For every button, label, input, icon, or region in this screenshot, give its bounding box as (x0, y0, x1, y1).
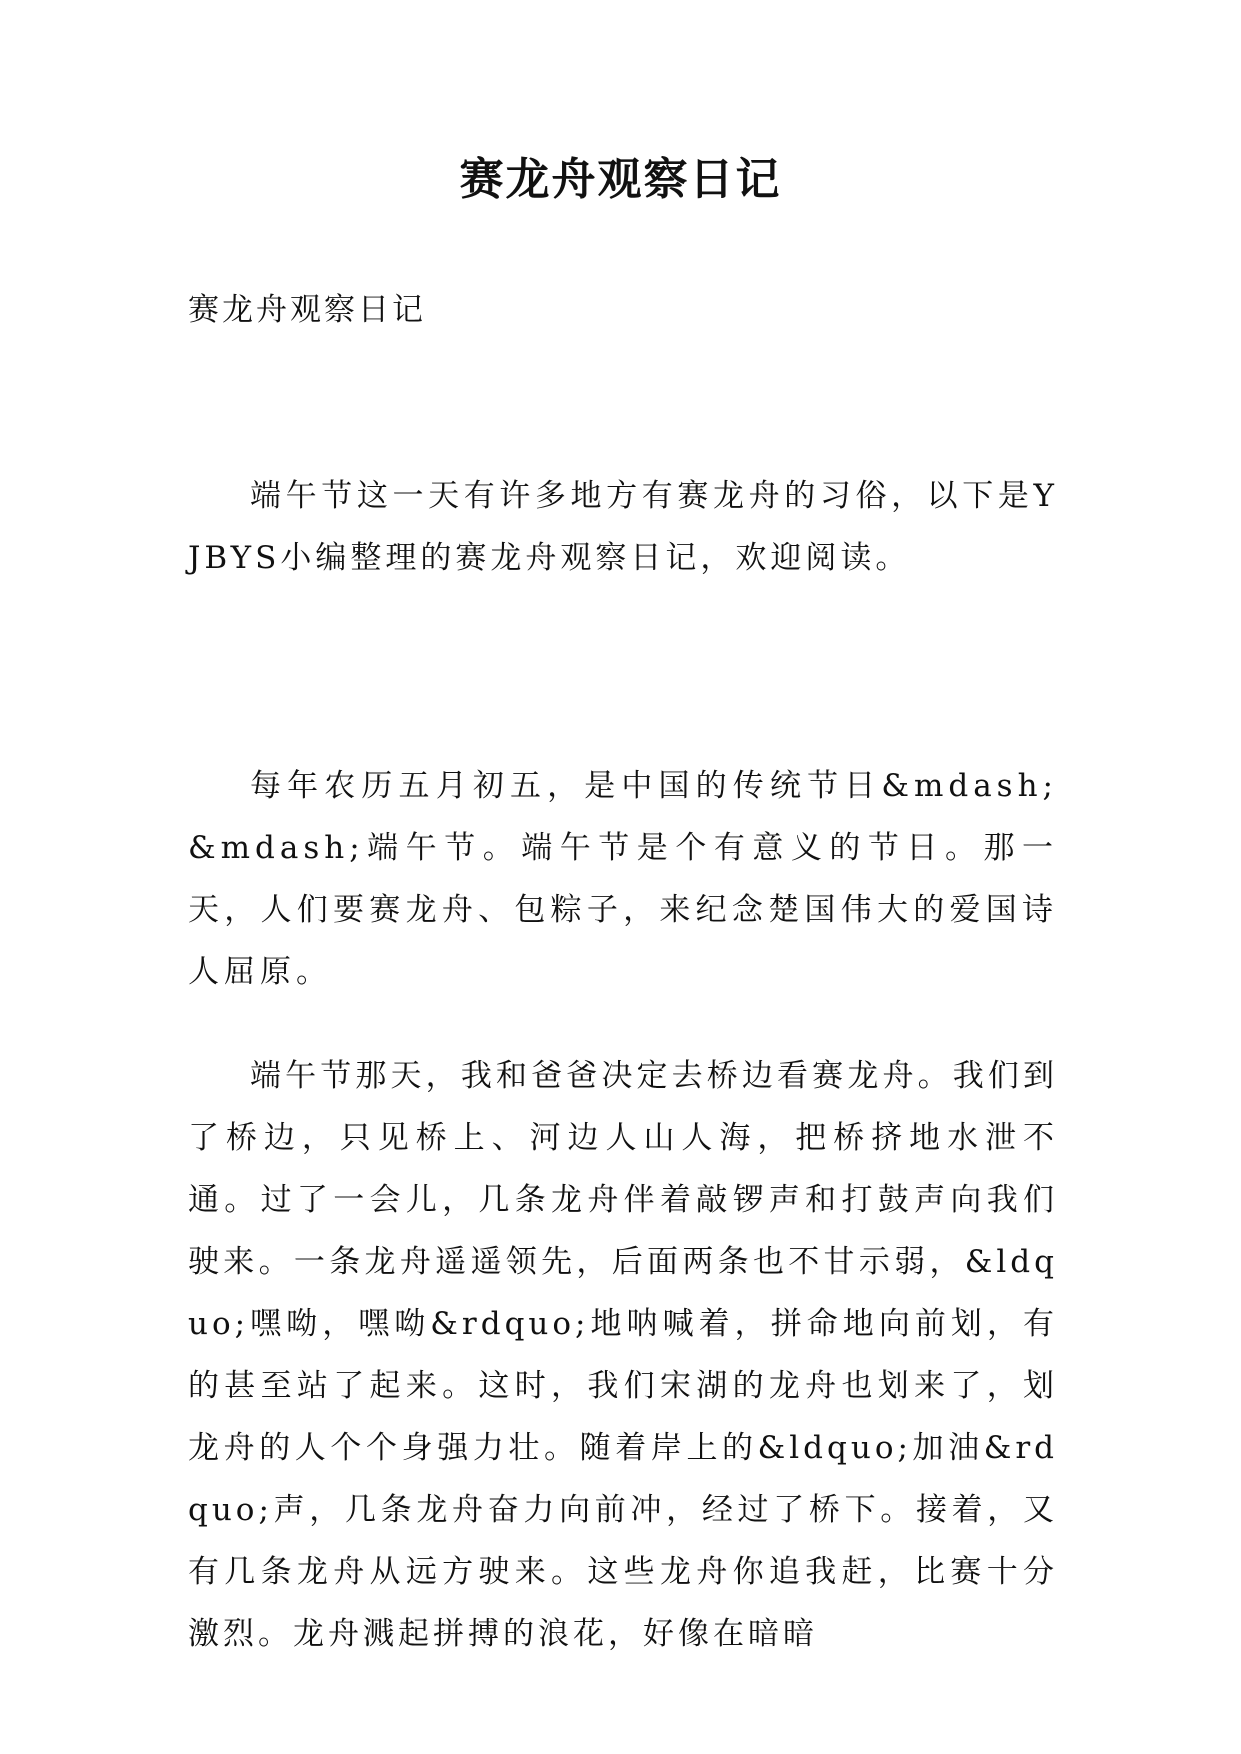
paragraph-intro: 端午节这一天有许多地方有赛龙舟的习俗，以下是YJBYS小编整理的赛龙舟观察日记，欢迎阅读。 (188, 478, 1058, 576)
paragraph-festival: 每年农历五月初五，是中国的传统节日&mdash;&mdash;端午节。端午节是个有意义的节日。那一天，人们要赛龙舟、包粽子，来纪念楚国伟大的爱国诗人屈原。 (188, 768, 1058, 990)
paragraph-race: 端午节那天，我和爸爸决定去桥边看赛龙舟。我们到了桥边，只见桥上、河边人山人海，把桥挤地水泄不通。过了一会儿，几条龙舟伴着敲锣声和打鼓声向我们驶来。一条龙舟遥遥领先，后面两条也不甘示弱，&ldquo;嘿呦，嘿呦&rdquo;地呐喊着，拼命地向前划，有的甚至站了起来。这时，我们宋湖的龙舟也划来了，划龙舟的人个个身强力壮。随着岸上的&ldquo;加油&rdquo;声，几条龙舟奋力向前冲，经过了桥下。接着，又有几条龙舟从远方驶来。这些龙舟你追我赶，比赛十分激烈。龙舟溅起拼搏的浪花，好像在暗暗 (188, 1058, 1058, 1652)
document-subtitle: 赛龙舟观察日记 (188, 292, 426, 328)
document-title: 赛龙舟观察日记 (459, 154, 782, 205)
